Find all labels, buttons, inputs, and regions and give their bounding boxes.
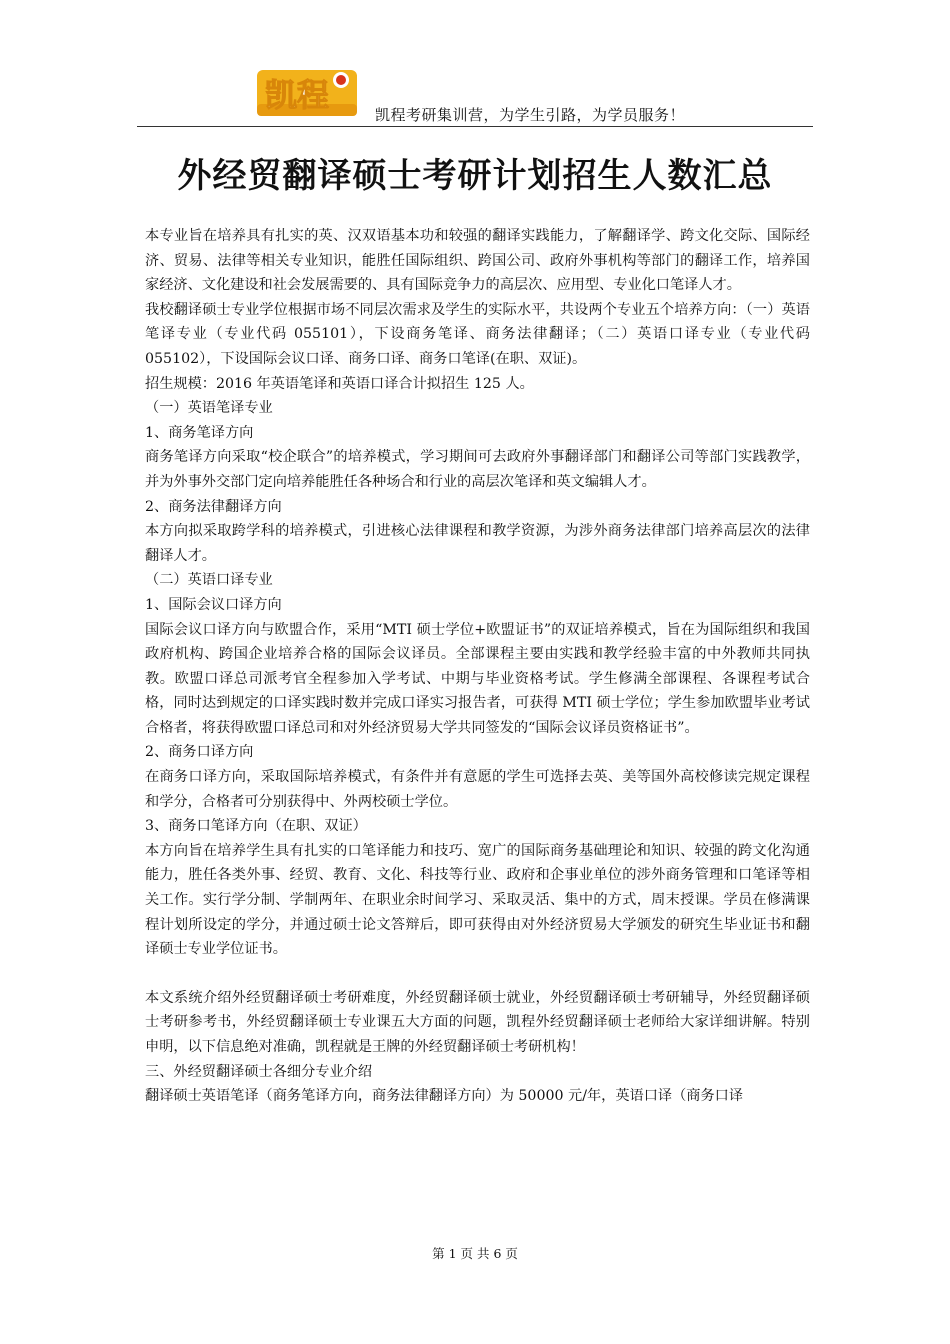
paragraph-directions: 我校翻译硕士专业学位根据市场不同层次需求及学生的实际水平，共设两个专业五个培养方向：（一）英语笔译专业（专业代码 055101），下设商务笔译、商务法律翻译；（二）英语口译专业（专业代码 055102），下设国际会议口译、商务口译、商务口笔译(在职、双证)。	[145, 301, 810, 367]
header-tagline: 凯程考研集训营，为学生引路，为学员服务！	[375, 106, 686, 124]
logo-text: 凯程	[265, 76, 330, 114]
section-heading-translation: （一）英语笔译专业	[145, 400, 273, 417]
paragraph-legal-translation: 本方向拟采取跨学科的培养模式，引进核心法律课程和教学资源，为涉外商务法律部门培养高层次的法律翻译人才。	[145, 523, 810, 564]
subheading-conference-interpreting: 1、国际会议口译方向	[145, 596, 282, 613]
subheading-legal-translation: 2、商务法律翻译方向	[145, 498, 282, 515]
page-title: 外经贸翻译硕士考研计划招生人数汇总	[177, 156, 773, 196]
paragraph-enrollment: 招生规模：2016 年英语笔译和英语口译合计拟招生 125 人。	[145, 375, 534, 392]
paragraph-business-translation: 商务笔译方向采取“校企联合”的培养模式，学习期间可去政府外事翻译部门和翻译公司等部门实践教学，并为外事外交部门定向培养能胜任各种场合和行业的高层次笔译和英文编辑人才。	[145, 449, 810, 490]
paragraph-conference-interpreting: 国际会议口译方向与欧盟合作，采用“MTI 硕士学位+欧盟证书”的双证培养模式，旨在为国际组织和我国政府机构、跨国企业培养合格的国际会议译员。全部课程主要由实践和教学经验丰富的中外教师共同执教。欧盟口译总司派考官全程参加入学考试、中期与毕业资格考试。学生修满全部课程、各课程考试合格，同时达到规定的口译实践时数并完成口译实习报告者，可获得 MTI 硕士学位；学生参加欧盟毕业考试合格者，将获得欧盟口译总司和对外经济贸易大学共同签发的“国际会议译员资格证书”。	[145, 621, 810, 736]
paragraph-gap	[145, 962, 810, 986]
paragraph-intro: 本专业旨在培养具有扎实的英、汉双语基本功和较强的翻译实践能力，了解翻译学、跨文化交际、国际经济、贸易、法律等相关专业知识，能胜任国际组织、跨国公司、政府外事机构等部门的翻译工作，培养国家经济、文化建设和社会发展需要的、具有国际竞争力的高层次、应用型、专业化口笔译人才。	[145, 228, 810, 294]
page-footer: 第 1 页 共 6 页	[432, 1246, 518, 1261]
subheading-business-translation: 1、商务笔译方向	[145, 424, 254, 441]
subheading-business-interpreting: 2、商务口译方向	[145, 744, 254, 761]
section-heading-interpreting: （二）英语口译专业	[145, 572, 273, 589]
document-body	[145, 224, 810, 1109]
subheading-parttime: 3、商务口笔译方向（在职、双证）	[145, 818, 367, 835]
paragraph-parttime: 本方向旨在培养学生具有扎实的口笔译能力和技巧、宽广的国际商务基础理论和知识、较强的跨文化沟通能力，胜任各类外事、经贸、教育、文化、科技等行业、政府和企事业单位的涉外商务管理和口笔译等相关工作。实行学分制、学制两年、在职业余时间学习、采取灵活、集中的方式，周末授课。学员在修满课程计划所设定的学分，并通过硕士论文答辩后，即可获得由对外经济贸易大学颁发的研究生毕业证书和翻译硕士专业学位证书。	[145, 842, 810, 958]
paragraph-business-interpreting: 在商务口译方向，采取国际培养模式，有条件并有意愿的学生可选择去英、美等国外高校修读完规定课程和学分，合格者可分别获得中、外两校硕士学位。	[145, 769, 810, 810]
kaicheng-logo	[255, 64, 361, 120]
page-header	[137, 62, 813, 127]
paragraph-tuition: 翻译硕士英语笔译（商务笔译方向，商务法律翻译方向）为 50000 元/年，英语口译（商务口译	[145, 1088, 744, 1105]
section-heading-majors: 三、外经贸翻译硕士各细分专业介绍	[145, 1063, 373, 1080]
paragraph-overview: 本文系统介绍外经贸翻译硕士考研难度，外经贸翻译硕士就业，外经贸翻译硕士考研辅导，外经贸翻译硕士考研参考书，外经贸翻译硕士专业课五大方面的问题，凯程外经贸翻译硕士老师给大家详细讲解。特别申明，以下信息绝对准确，凯程就是王牌的外经贸翻译硕士考研机构！	[145, 989, 810, 1055]
